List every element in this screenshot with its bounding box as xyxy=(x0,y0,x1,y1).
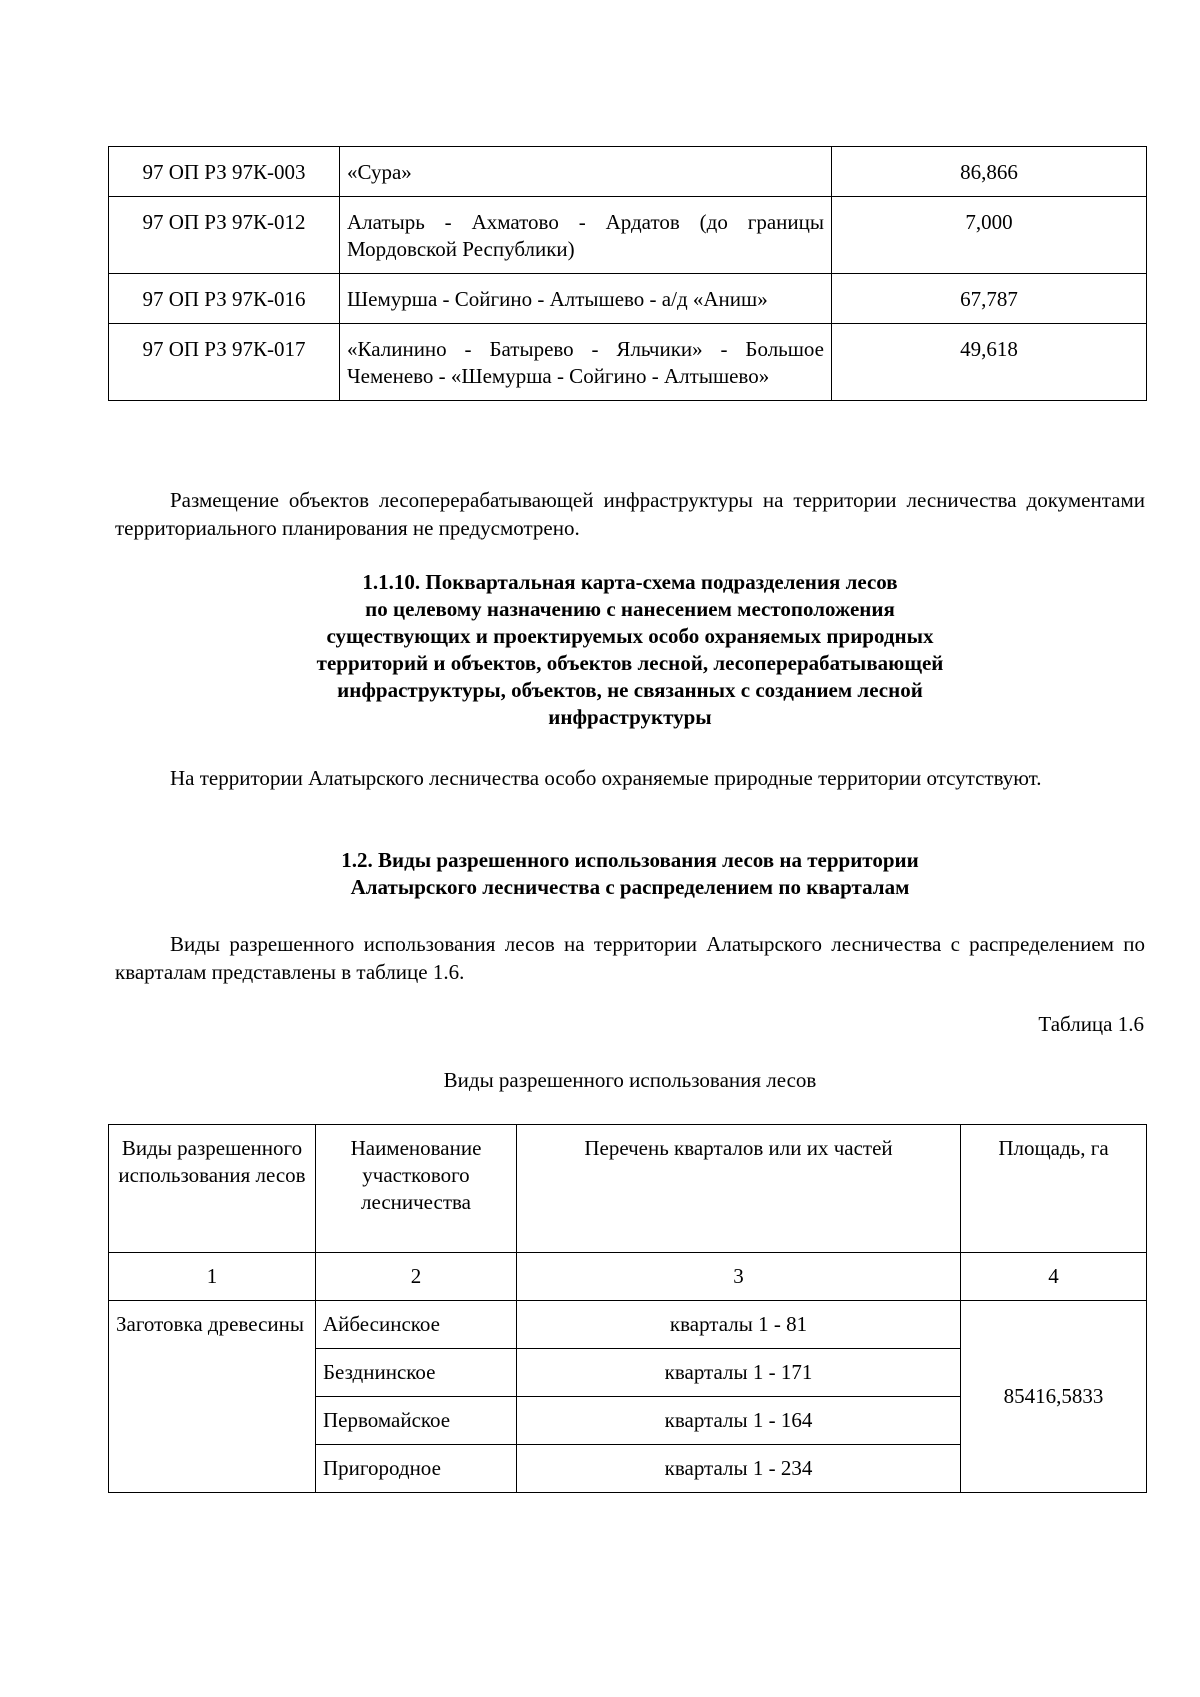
section-heading-1-1-10 xyxy=(115,569,1145,731)
section-heading-1-2 xyxy=(115,847,1145,901)
road-length: 67,787 xyxy=(832,274,1147,324)
unit-name-cell: Пригородное xyxy=(316,1445,517,1493)
table-header-row xyxy=(109,1125,1147,1253)
heading-line: территорий и объектов, объектов лесной, лесоперерабатывающей xyxy=(316,651,944,675)
header-unit-name: Наименование участкового лесничества xyxy=(316,1125,517,1253)
quarters-cell: кварталы 1 - 171 xyxy=(517,1349,961,1397)
road-name: Шемурша - Сойгино - Алтышево - а/д «Аниш» xyxy=(340,274,832,324)
road-code: 97 ОП РЗ 97К-016 xyxy=(109,274,340,324)
road-name: Алатырь - Ахматово - Ардатов (до границы Мордовской Республики) xyxy=(340,197,832,274)
table-row xyxy=(109,1301,1147,1349)
header-use-kind: Виды разрешенного использования лесов xyxy=(109,1125,316,1253)
quarters-cell: кварталы 1 - 81 xyxy=(517,1301,961,1349)
road-name: «Сура» xyxy=(340,147,832,197)
header-area: Площадь, га xyxy=(961,1125,1147,1253)
roads-table xyxy=(108,146,1147,401)
heading-line: 1.2. Виды разрешенного использования лесов на территории xyxy=(341,848,919,872)
road-length: 7,000 xyxy=(832,197,1147,274)
column-number-row xyxy=(109,1253,1147,1301)
road-length: 49,618 xyxy=(832,324,1147,401)
column-number: 2 xyxy=(316,1253,517,1301)
unit-name-cell: Безднинское xyxy=(316,1349,517,1397)
quarters-cell: кварталы 1 - 164 xyxy=(517,1397,961,1445)
forest-uses-table xyxy=(108,1124,1147,1493)
table-row xyxy=(109,324,1147,401)
column-number: 3 xyxy=(517,1253,961,1301)
heading-line: 1.1.10. Поквартальная карта-схема подразделения лесов xyxy=(362,570,898,594)
road-length: 86,866 xyxy=(832,147,1147,197)
table-row xyxy=(109,197,1147,274)
column-number: 1 xyxy=(109,1253,316,1301)
road-code: 97 ОП РЗ 97К-017 xyxy=(109,324,340,401)
table-caption: Виды разрешенного использования лесов xyxy=(443,1068,817,1092)
heading-line: существующих и проектируемых особо охраняемых природных xyxy=(326,624,934,648)
paragraph-table-intro: Виды разрешенного использования лесов на территории Алатырского лесничества с распределением по кварталам представлены в таблице 1.6. xyxy=(115,932,1145,984)
heading-line: по целевому назначению с нанесением местоположения xyxy=(365,597,895,621)
column-number: 4 xyxy=(961,1253,1147,1301)
road-code: 97 ОП РЗ 97К-003 xyxy=(109,147,340,197)
heading-line: Алатырского лесничества с распределением по кварталам xyxy=(350,875,910,899)
use-kind-cell: Заготовка древесины xyxy=(109,1301,316,1493)
table-row xyxy=(109,147,1147,197)
heading-line: инфраструктуры xyxy=(548,705,712,729)
table-row xyxy=(109,274,1147,324)
paragraph-protected-areas: На территории Алатырского лесничества особо охраняемые природные территории отсутствуют. xyxy=(170,766,1042,790)
unit-name-cell: Первомайское xyxy=(316,1397,517,1445)
table-number: Таблица 1.6 xyxy=(1038,1012,1144,1036)
area-cell: 85416,5833 xyxy=(961,1301,1147,1493)
road-name: «Калинино - Батырево - Яльчики» - Большое Чеменево - «Шемурша - Сойгино - Алтышево» xyxy=(340,324,832,401)
paragraph-infrastructure: Размещение объектов лесоперерабатывающей инфраструктуры на территории лесничества документами территориального планирования не предусмотрено. xyxy=(115,488,1145,540)
heading-line: инфраструктуры, объектов, не связанных с созданием лесной xyxy=(337,678,923,702)
header-quarters: Перечень кварталов или их частей xyxy=(517,1125,961,1253)
unit-name-cell: Айбесинское xyxy=(316,1301,517,1349)
road-code: 97 ОП РЗ 97К-012 xyxy=(109,197,340,274)
quarters-cell: кварталы 1 - 234 xyxy=(517,1445,961,1493)
